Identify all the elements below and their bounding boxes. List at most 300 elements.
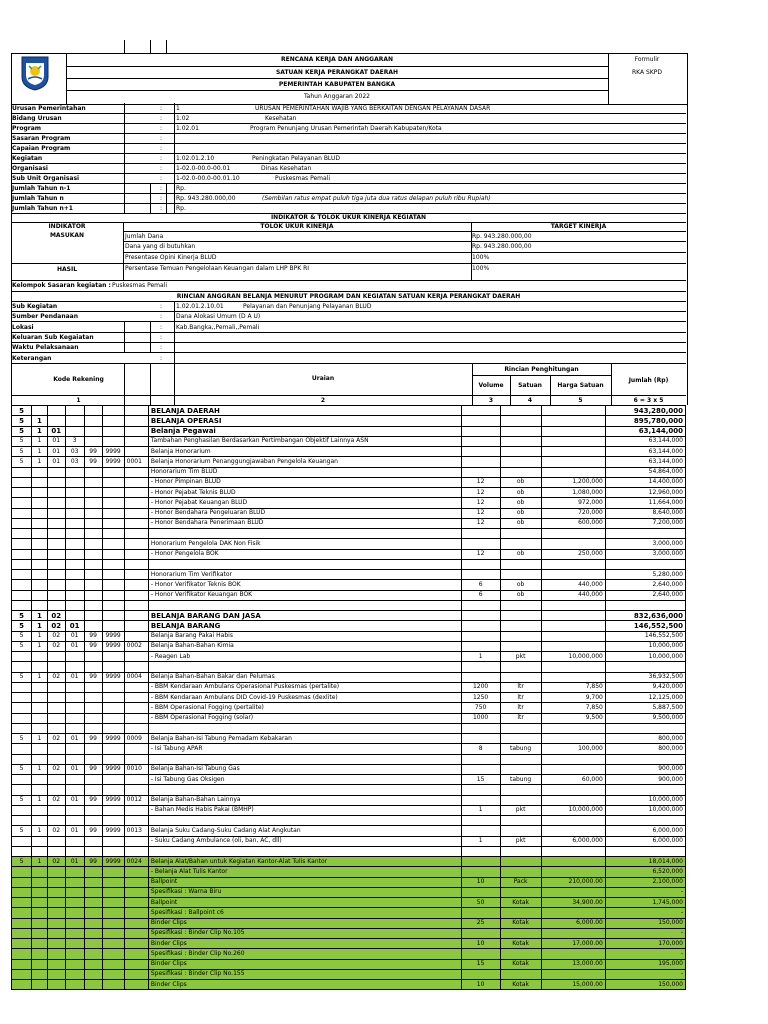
kode-cell: [124, 580, 148, 590]
table-row: [12, 406, 686, 416]
table-row: [12, 467, 686, 477]
kode-cell: [102, 959, 124, 969]
kode-cell: [65, 662, 84, 672]
harga-satuan-header: Harga Satuan: [557, 382, 604, 389]
volume-cell: 12: [461, 508, 500, 518]
table-row: [12, 949, 686, 959]
uraian-cell: Ballpoint: [148, 877, 461, 887]
kode-cell: [47, 867, 65, 877]
volume-cell: [461, 416, 500, 426]
volume-cell: [461, 467, 500, 477]
harga-cell: [541, 621, 605, 631]
kode-cell: [65, 570, 84, 580]
indicator-rule: [11, 280, 686, 281]
table-row: [12, 457, 686, 467]
jumlah-cell: 900,000: [605, 764, 685, 774]
kode-cell: 1: [32, 734, 48, 744]
tolok-value: Presentase Opini Kinerja BLUD: [125, 254, 217, 261]
kode-cell: [102, 713, 124, 723]
satuan-cell: [500, 816, 541, 826]
uraian-cell: Spesifikasi : Warna Biru: [148, 887, 461, 897]
rincian-divider: [124, 321, 125, 353]
kode-cell: [65, 918, 84, 928]
kode-cell: [12, 928, 32, 938]
kode-cell: [102, 488, 124, 498]
info-colon: :: [160, 155, 163, 162]
info-colon: :: [160, 105, 163, 112]
harga-cell: 10,000,000: [541, 652, 605, 662]
kode-cell: [47, 816, 65, 826]
jumlah-cell: 800,000: [605, 734, 685, 744]
table-row: [12, 529, 686, 539]
jumlah-cell: [605, 529, 685, 539]
uraian-cell: Belanja Honorarium Penanggungjawaban Pengelola Keuangan: [148, 457, 461, 467]
kode-cell: [84, 805, 102, 815]
info-rule: [11, 143, 686, 144]
satuan-cell: Pack: [500, 877, 541, 887]
kode-cell: [12, 980, 32, 990]
satuan-cell: [500, 416, 541, 426]
kode-cell: [102, 918, 124, 928]
harga-cell: 1,080,000: [541, 488, 605, 498]
volume-cell: [461, 816, 500, 826]
doc-title: RENCANA KERJA DAN ANGGARAN: [280, 56, 394, 63]
target-value: 100%: [472, 254, 490, 261]
volume-cell: [461, 846, 500, 856]
uraian-cell: [148, 559, 461, 569]
kode-cell: 5: [12, 426, 32, 436]
satuan-cell: [500, 785, 541, 795]
indicator-rule: [123, 241, 686, 242]
kode-cell: [32, 754, 48, 764]
table-row: [12, 867, 686, 877]
info-divider: [150, 183, 151, 213]
kode-cell: [65, 498, 84, 508]
kode-cell: [84, 488, 102, 498]
kode-cell: 01: [47, 436, 65, 446]
kode-cell: [12, 969, 32, 979]
kode-cell: [124, 621, 148, 631]
kode-cell: [84, 980, 102, 990]
table-row: [12, 744, 686, 754]
top-tick: [124, 40, 125, 53]
uraian-cell: Belanja Suku Cadang-Suku Cadang Alat Angkutan: [148, 826, 461, 836]
volume-cell: [461, 795, 500, 805]
kode-cell: 02: [47, 734, 65, 744]
info-code: 1.02: [176, 115, 190, 122]
rincian-rule: [11, 321, 686, 322]
table-row: [12, 918, 686, 928]
kode-cell: [84, 949, 102, 959]
kode-cell: [12, 580, 32, 590]
satuan-cell: tabung: [500, 744, 541, 754]
info-code: 1-02.0-00.0-00.01.10: [176, 175, 240, 182]
table-row: [12, 570, 686, 580]
volume-cell: [461, 570, 500, 580]
uraian-cell: - BBM Kendaraan Ambulans Operasional Puskesmas (pertalite): [148, 682, 461, 692]
kode-cell: [124, 426, 148, 436]
satuan-header: Satuan: [518, 382, 542, 389]
kode-cell: [32, 969, 48, 979]
harga-cell: [541, 785, 605, 795]
volume-header: Volume: [478, 382, 504, 389]
satuan-cell: ob: [500, 580, 541, 590]
jumlah-cell: [605, 600, 685, 610]
indicator-rule: [123, 252, 686, 253]
satuan-cell: ob: [500, 518, 541, 528]
info-label: Sasaran Program: [12, 135, 71, 142]
kode-cell: [65, 652, 84, 662]
jumlah-cell: 900,000: [605, 775, 685, 785]
kode-cell: 5: [12, 436, 32, 446]
volume-cell: 12: [461, 549, 500, 559]
table-row: [12, 621, 686, 631]
volume-cell: 12: [461, 477, 500, 487]
kode-cell: [84, 775, 102, 785]
kode-cell: [124, 949, 148, 959]
volume-cell: [461, 426, 500, 436]
kode-cell: [124, 693, 148, 703]
volume-cell: [461, 949, 500, 959]
kode-cell: [124, 969, 148, 979]
satuan-cell: ltr: [500, 693, 541, 703]
jumlah-cell: 63,144,000: [605, 447, 685, 457]
kode-cell: [12, 652, 32, 662]
kode-cell: [65, 518, 84, 528]
satuan-cell: [500, 672, 541, 682]
volume-cell: 12: [461, 518, 500, 528]
table-row: [12, 826, 686, 836]
harga-cell: [541, 436, 605, 446]
indicator-col-title: INDIKATOR: [48, 223, 86, 230]
info-code: Rp. 943.280.000,00: [176, 195, 236, 202]
kode-cell: 5: [12, 826, 32, 836]
harga-cell: 1,200,000: [541, 477, 605, 487]
rincian-colon: :: [160, 323, 163, 331]
kode-cell: 9999: [102, 826, 124, 836]
kode-cell: [12, 959, 32, 969]
kode-cell: [102, 529, 124, 539]
kode-cell: [47, 416, 65, 426]
kode-cell: [102, 969, 124, 979]
satuan-cell: [500, 754, 541, 764]
info-text: Dinas Kesehatan: [261, 165, 312, 172]
kode-cell: [47, 949, 65, 959]
satuan-cell: pkt: [500, 805, 541, 815]
kode-cell: 01: [65, 631, 84, 641]
kode-cell: [32, 877, 48, 887]
kode-cell: [124, 518, 148, 528]
harga-cell: 440,000: [541, 590, 605, 600]
uraian-cell: Belanja Barang Pakai Habis: [148, 631, 461, 641]
volume-cell: [461, 867, 500, 877]
kode-cell: [102, 611, 124, 621]
kode-cell: 02: [47, 641, 65, 651]
info-text: Kesehatan: [265, 115, 297, 122]
table-row: [12, 416, 686, 426]
kode-cell: [32, 959, 48, 969]
satuan-cell: [500, 826, 541, 836]
jumlah-cell: 150,000: [605, 918, 685, 928]
kode-cell: 1: [32, 631, 48, 641]
top-tick: [150, 40, 151, 53]
kode-cell: 9999: [102, 734, 124, 744]
volume-cell: 50: [461, 898, 500, 908]
table-row: [12, 508, 686, 518]
kode-cell: 01: [65, 764, 84, 774]
kode-cell: [102, 949, 124, 959]
volume-cell: [461, 969, 500, 979]
jumlah-cell: -: [605, 969, 685, 979]
kode-cell: 3: [65, 436, 84, 446]
kode-cell: [12, 867, 32, 877]
volume-cell: 8: [461, 744, 500, 754]
kode-cell: [12, 539, 32, 549]
jumlah-cell: 6,000,000: [605, 826, 685, 836]
kode-cell: 02: [47, 857, 65, 867]
table-row: [12, 877, 686, 887]
kode-cell: [102, 682, 124, 692]
uraian-cell: Belanja Bahan-Isi Tabung Pemadam Kebakaran: [148, 734, 461, 744]
kode-cell: [102, 477, 124, 487]
jumlah-cell: 10,000,000: [605, 641, 685, 651]
kode-cell: 1: [32, 436, 48, 446]
uraian-cell: - Honor Bendahara Penerimaan BLUD: [148, 518, 461, 528]
kode-cell: [47, 703, 65, 713]
harga-cell: [541, 559, 605, 569]
info-text: URUSAN PEMERINTAHAN WAJIB YANG BERKAITAN DENGAN PELAYANAN DASAR: [255, 105, 491, 112]
kode-cell: [12, 549, 32, 559]
indicator-section-title: INDIKATOR & TOLOK UKUR KINERJA KEGIATAN: [270, 214, 427, 221]
kode-cell: 5: [12, 447, 32, 457]
kode-cell: [47, 723, 65, 733]
rincian-label: Lokasi: [12, 323, 34, 331]
volume-cell: [461, 908, 500, 918]
rincian-text: Pelayanan dan Penunjang Pelayanan BLUD: [243, 303, 372, 310]
kode-cell: [84, 467, 102, 477]
rincian-label: Sumber Pendanaan: [12, 313, 78, 321]
jumlah-cell: 3,000,000: [605, 539, 685, 549]
volume-cell: 1: [461, 805, 500, 815]
kode-cell: [65, 887, 84, 897]
kode-cell: [12, 805, 32, 815]
table-row: [12, 539, 686, 549]
kode-cell: [32, 539, 48, 549]
kode-cell: 0002: [124, 641, 148, 651]
uraian-cell: - BBM Operasional Fogging (pertalite): [148, 703, 461, 713]
jumlah-cell: 3,000,000: [605, 549, 685, 559]
kode-cell: [124, 744, 148, 754]
info-colon: :: [160, 205, 163, 212]
kode-cell: [102, 549, 124, 559]
kode-cell: 5: [12, 795, 32, 805]
uraian-cell: Binder Clips: [148, 918, 461, 928]
volume-cell: 25: [461, 918, 500, 928]
header-rule: [66, 66, 608, 67]
kode-cell: [32, 846, 48, 856]
harga-cell: [541, 426, 605, 436]
satuan-cell: ob: [500, 477, 541, 487]
satuan-cell: ltr: [500, 682, 541, 692]
column-number: 1: [76, 397, 81, 404]
info-label: Jumlah Tahun n+1: [12, 205, 73, 212]
kode-cell: [102, 508, 124, 518]
jumlah-cell: 5,887,500: [605, 703, 685, 713]
kode-cell: [32, 508, 48, 518]
kode-cell: [65, 928, 84, 938]
table-row: [12, 713, 686, 723]
info-colon: :: [160, 145, 163, 152]
info-rule: [11, 183, 686, 184]
kode-cell: [12, 662, 32, 672]
kode-cell: [65, 508, 84, 518]
kode-cell: 1: [32, 764, 48, 774]
kode-cell: [47, 498, 65, 508]
kode-cell: 1: [32, 857, 48, 867]
jumlah-cell: 800,000: [605, 744, 685, 754]
table-row: [12, 723, 686, 733]
kode-cell: [102, 846, 124, 856]
kode-cell: [124, 877, 148, 887]
table-row: [12, 857, 686, 867]
kode-cell: [124, 436, 148, 446]
kode-cell: [65, 590, 84, 600]
kode-cell: [124, 590, 148, 600]
kode-cell: 9999: [102, 795, 124, 805]
rincian-colon: :: [160, 354, 163, 362]
table-header-divider: [124, 363, 125, 405]
kode-cell: [47, 887, 65, 897]
harga-cell: 9,700: [541, 693, 605, 703]
satuan-cell: [500, 723, 541, 733]
table-row: [12, 498, 686, 508]
masukan-label: MASUKAN: [49, 232, 85, 239]
kode-cell: 9999: [102, 764, 124, 774]
volume-cell: 1: [461, 836, 500, 846]
column-number: 6 = 3 x 5: [633, 397, 664, 404]
kode-cell: [84, 816, 102, 826]
kode-cell: 9999: [102, 631, 124, 641]
kode-cell: [12, 703, 32, 713]
kode-cell: [32, 559, 48, 569]
satuan-cell: ltr: [500, 703, 541, 713]
satuan-cell: [500, 641, 541, 651]
volume-cell: [461, 529, 500, 539]
kode-cell: [124, 416, 148, 426]
jumlah-cell: 12,960,000: [605, 488, 685, 498]
satuan-cell: [500, 857, 541, 867]
jumlah-cell: 10,000,000: [605, 652, 685, 662]
kode-cell: 1: [32, 447, 48, 457]
kode-cell: [32, 549, 48, 559]
kode-cell: [65, 559, 84, 569]
volume-cell: [461, 887, 500, 897]
volume-cell: 12: [461, 498, 500, 508]
info-rule: [11, 113, 686, 114]
kode-cell: [124, 570, 148, 580]
kode-cell: 5: [12, 672, 32, 682]
kode-cell: 0009: [124, 734, 148, 744]
volume-cell: 1000: [461, 713, 500, 723]
uraian-cell: Belanja Bahan-Bahan Lainnya: [148, 795, 461, 805]
jumlah-cell: 895,780,000: [605, 416, 685, 426]
kode-cell: 99: [84, 764, 102, 774]
jumlah-cell: [605, 559, 685, 569]
kode-cell: [102, 539, 124, 549]
kode-cell: [47, 406, 65, 416]
table-row: [12, 887, 686, 897]
table-row: [12, 703, 686, 713]
volume-cell: [461, 447, 500, 457]
satuan-cell: [500, 734, 541, 744]
rincian-rule: [11, 301, 686, 302]
kode-cell: [102, 723, 124, 733]
budget-table: [11, 405, 686, 990]
kode-cell: [124, 406, 148, 416]
kode-cell: [47, 559, 65, 569]
kode-cell: [47, 477, 65, 487]
harga-cell: [541, 908, 605, 918]
kode-cell: [124, 928, 148, 938]
uraian-cell: - Honor Pejabat Keuangan BLUD: [148, 498, 461, 508]
kode-cell: 99: [84, 826, 102, 836]
jumlah-cell: 12,125,000: [605, 693, 685, 703]
rincian-rule: [11, 311, 686, 312]
kode-cell: [65, 969, 84, 979]
rincian-colon: :: [160, 303, 163, 310]
kode-cell: 5: [12, 734, 32, 744]
table-row: [12, 436, 686, 446]
kode-cell: [102, 939, 124, 949]
uraian-cell: Spesifikasi : Binder Clip No.260: [148, 949, 461, 959]
kode-cell: [12, 898, 32, 908]
uraian-header: Uraian: [311, 375, 335, 382]
kode-cell: [32, 836, 48, 846]
table-row: [12, 816, 686, 826]
kode-cell: [102, 908, 124, 918]
table-row: [12, 693, 686, 703]
kode-cell: 5: [12, 416, 32, 426]
rincian-rule: [11, 332, 686, 333]
target-value: Rp. 943.280.000,00: [472, 243, 532, 250]
kode-cell: [32, 406, 48, 416]
satuan-cell: [500, 908, 541, 918]
kode-cell: 5: [12, 406, 32, 416]
kode-cell: [124, 836, 148, 846]
volume-cell: 10: [461, 980, 500, 990]
kode-cell: [124, 611, 148, 621]
satuan-cell: [500, 529, 541, 539]
kode-cell: [32, 693, 48, 703]
satuan-cell: [500, 406, 541, 416]
kode-cell: [47, 652, 65, 662]
rincian-code: Dana Alokasi Umum (D A U): [176, 313, 261, 321]
volume-cell: [461, 631, 500, 641]
satuan-cell: [500, 928, 541, 938]
kode-cell: [65, 580, 84, 590]
kode-cell: [32, 467, 48, 477]
kode-cell: 1: [32, 611, 48, 621]
volume-cell: [461, 600, 500, 610]
kode-cell: [124, 754, 148, 764]
jumlah-cell: 8,640,000: [605, 508, 685, 518]
kode-cell: [65, 785, 84, 795]
kode-cell: [84, 426, 102, 436]
kode-cell: [47, 959, 65, 969]
kode-cell: 01: [65, 641, 84, 651]
kode-cell: [124, 559, 148, 569]
harga-cell: 15,000.00: [541, 980, 605, 990]
